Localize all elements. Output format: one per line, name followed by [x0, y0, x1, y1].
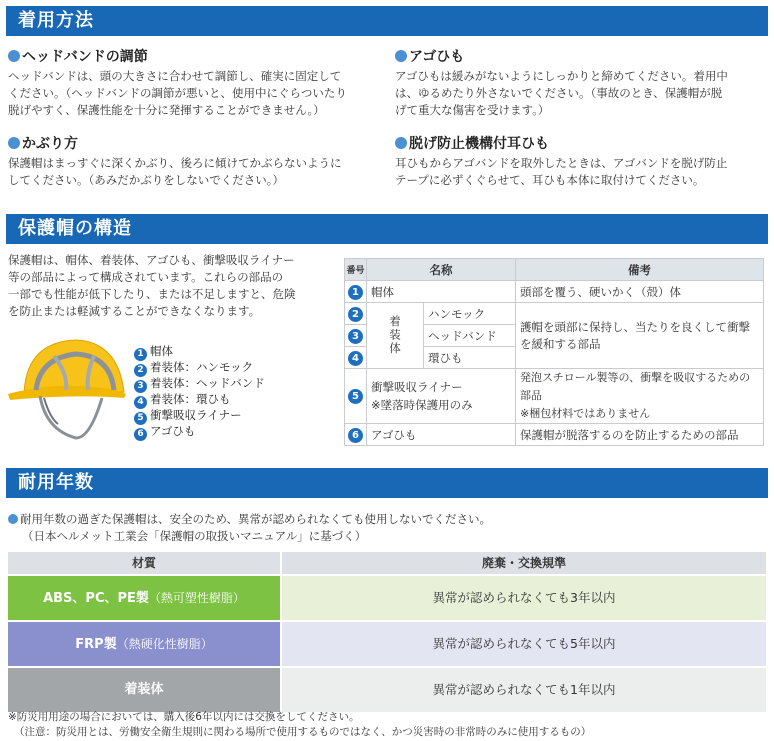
number-badge-icon: 3 [348, 329, 363, 344]
bullet-dot-icon [8, 137, 20, 149]
section-header-lifespan: 耐用年数 [6, 468, 768, 498]
column-header-criteria: 廃棄・交換規準 [282, 552, 766, 574]
material-cell: ABS、PC、PE製（熱可塑性樹脂） [8, 576, 280, 620]
headband-text: ヘッドバンドは、頭の大きさに合わせて調節し、確実に固定して ください。（ヘッドバンドの調節が悪いと、使用中にぐらついたり 脱げやすく、保護性能を十分に発揮することができません。） [8, 69, 347, 117]
number-badge-icon: 4 [348, 351, 363, 366]
table-row: 1 帽体 頭部を覆う、硬いかく（殻）体 [345, 281, 764, 303]
helmet-illustration [6, 334, 132, 444]
bullet-dot-icon [395, 137, 407, 149]
material-cell: FRP製（熱硬化性樹脂） [8, 622, 280, 666]
number-badge-icon: 2 [348, 307, 363, 322]
section-header-usage: 着用方法 [6, 6, 768, 36]
legend-item: 4 着装体：環ひも [134, 391, 231, 409]
table-row: 3 ヘッドバンド [345, 325, 764, 347]
legend-item: 1 帽体 [134, 343, 173, 361]
lifespan-intro: 耐用年数の過ぎた保護帽は、安全のため、異常が認められなくても使用しないでください。 （日本ヘルメット工業会「保護帽の取扱いマニュアル」に基づく） [8, 511, 768, 545]
column-header-material: 材質 [8, 552, 280, 574]
criteria-cell: 異常が認められなくても1年以内 [282, 668, 766, 712]
bullet-dot-icon [8, 50, 20, 62]
criteria-cell: 異常が認められなくても5年以内 [282, 622, 766, 666]
table-header-row: 番号 名称 備考 [345, 259, 764, 281]
structure-description: 保護帽は、帽体、着装体、アゴひも、衝撃吸収ライナー 等の部品によって構成されています。これらの部品の 一部でも性能が低下したり、または不足しますと、危険 を防止または軽減することができなくなります。 [8, 253, 296, 318]
legend-item: 2 着装体：ハンモック [134, 359, 253, 377]
structure-table [344, 258, 764, 446]
legend-item: 3 着装体：ヘッドバンド [134, 375, 265, 393]
ear-strap-text: 耳ひもからアゴバンドを取外したときは、アゴバンドを脱げ防止 テープに必ずくぐらせて、耳ひも本体に取付けてください。 [395, 156, 728, 187]
number-badge-icon: 5 [348, 389, 363, 404]
bullet-dot-icon [8, 514, 18, 524]
subheading-chin-strap: アゴひも [395, 46, 464, 66]
bullet-dot-icon [395, 50, 407, 62]
legend-item: 5 衝撃吸収ライナー [134, 407, 242, 425]
subheading-wearing: かぶり方 [8, 133, 78, 153]
table-row: 2 着装体 ハンモック 護帽を頭部に保持し、当たりを良くして衝撃 を緩和する部品 [345, 303, 764, 325]
chin-strap-text: アゴひもは緩みがないようにしっかりと締めてください。着用中 は、ゆるめたり外さないでください。（事故のとき、保護帽が脱 げて重大な傷害を受けます。） [395, 69, 728, 117]
section-header-structure: 保護帽の構造 [6, 214, 768, 244]
number-badge-icon: 1 [348, 285, 363, 300]
table-row: 6 アゴひも 保護帽が脱落するのを防止するための部品 [345, 424, 764, 446]
table-row: 5 衝撃吸収ライナー ※墜落時保護用のみ 発泡スチロール製等の、衝撃を吸収するための部品 ※梱包材料ではありません [345, 369, 764, 424]
subheading-headband: ヘッドバンドの調節 [8, 46, 148, 66]
lifespan-note: ※防災用用途の場合においては、購入後6年以内には交換をしてください。 （注意：防災用とは、労働安全衛生規則に関わる場所で使用するものではなく、かつ災害時の非常時のみに使用するもの） [8, 711, 592, 738]
subheading-ear-strap: 脱げ防止機構付耳ひも [395, 133, 549, 153]
table-row: 4 環ひも [345, 347, 764, 369]
number-badge-icon: 6 [348, 428, 363, 443]
wearing-text: 保護帽はまっすぐに深くかぶり、後ろに傾けてかぶらないように してください。（あみだかぶりをしないでください。） [8, 156, 342, 187]
material-cell: 着装体 [8, 668, 280, 712]
legend-item: 6 アゴひも [134, 423, 195, 441]
criteria-cell: 異常が認められなくても3年以内 [282, 576, 766, 620]
